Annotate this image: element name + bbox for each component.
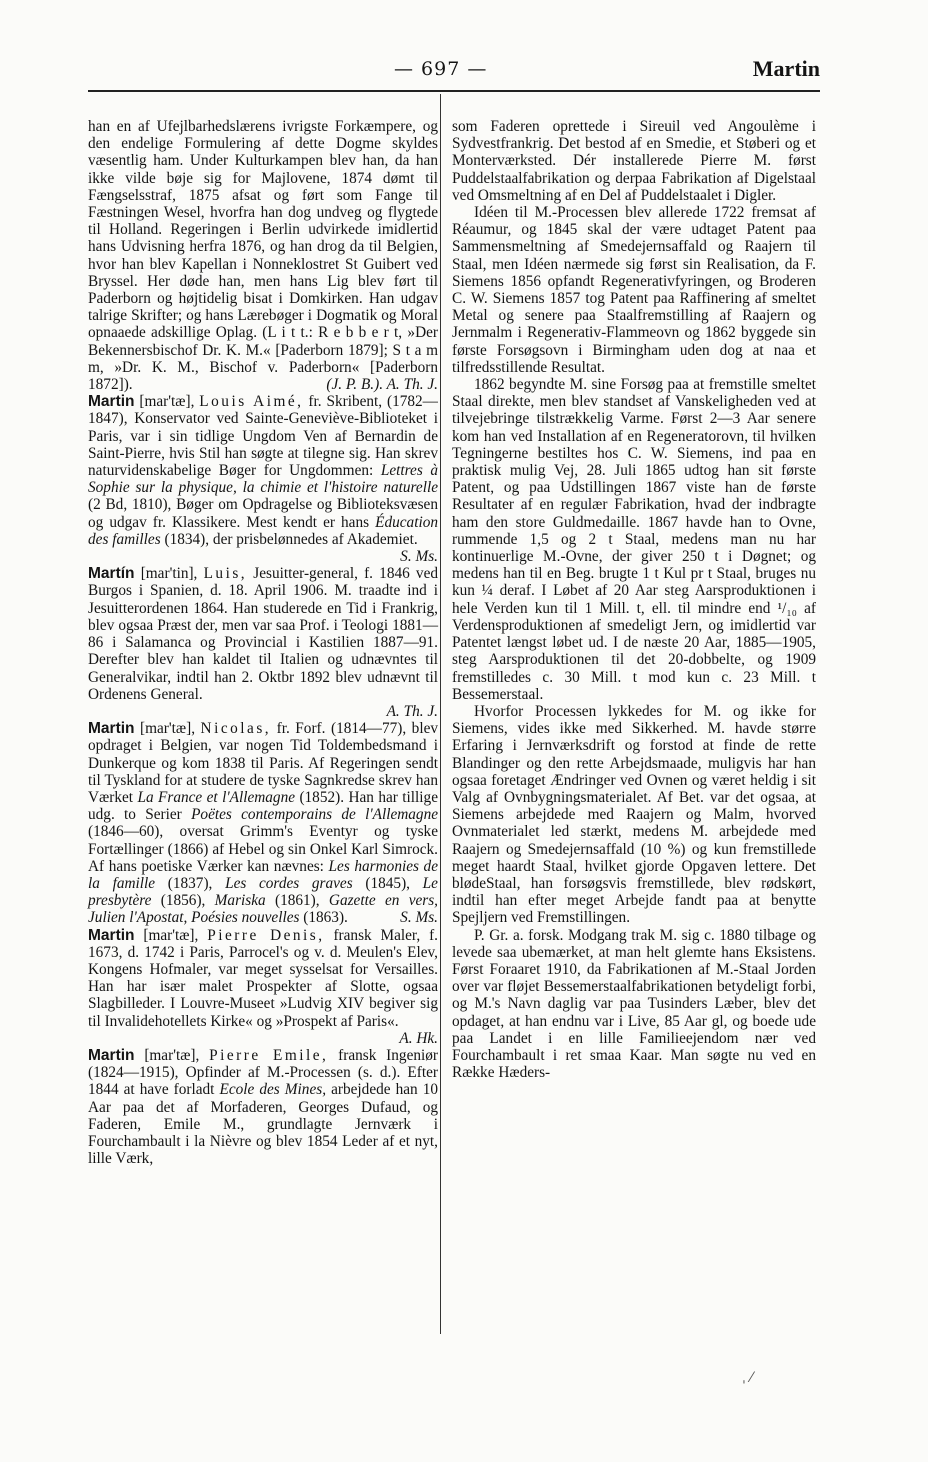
- entry-title: Le presbytère: [88, 874, 438, 910]
- entry-text: fr. Forf. (1814—77), blev opdraget i Belgien, var nogen Tid Toldembedsmand i Dunkerque og kom 1838 til Paris. Af Regeringen sendt til Tyskland for at studere de tyske Sagnkredse skrev han Værket: [88, 720, 439, 806]
- entry-title: Éducation des familles: [88, 513, 438, 548]
- entry-pronunciation: [mar'tin],: [140, 565, 198, 583]
- entry-signature: S. Ms.: [400, 548, 438, 566]
- entry-title: Poëtes contemporains de l'Allemagne: [191, 806, 439, 824]
- entry-text: fransk Maler, f. 1673, d. 1742 i Paris, Parrocel's og v. d. Meulen's Elev, Kongens Hofmaler, var meget sysselsat for Versailles. Han har især malet Prospekter af Slotte, ogsaa Slagbilleder. I Louvre-Museet »Ludvig XIV begiver sig til Invalidehotellets Kirke« og »Prospekt af Paris«.: [88, 926, 438, 1030]
- entry-text: (1852). Han har tillige udg. to Serier: [88, 788, 438, 824]
- paragraph: Idéen til M.-Processen blev allerede 1722 fremsat af Réaumur, og 1845 skal der være udtaget Patent paa Sammensmeltning af Smedejernsaffald og Raajern til Staal, men Idéen nærmede sig først sin Realisation, da F. Siemens 1856 opfandt Regenerativfyringen, og Broderen C. W. Siemens 1857 tog Patent paa Raffinering af smeltet Metal og senere paa Staalfremstilling af Raajern og Jernmalm i Regenerativ-Flammeovn og 1862 byggede sin første Forsøgsovn i Birmingham uden dog at naa et tilfredsstillende Resultat.: [452, 204, 816, 376]
- entry-name: Luis,: [203, 565, 248, 583]
- right-column: [452, 118, 816, 1081]
- column-divider: [440, 94, 441, 1334]
- entry-title: Les harmonies de la famille: [88, 857, 438, 892]
- entry-text: (2 Bd, 1810), Bøger om Opdragelse og Biblioteksvæsen og udgav fr. Klassikere. Mest kendt er hans: [88, 496, 438, 531]
- page-number: — 697 —: [394, 58, 488, 80]
- entry-text: fransk Ingeniør (1824—1915), Opfinder af M.-Processen (s. d.). Efter 1844 at have forladt: [88, 1046, 438, 1099]
- entry-nicolas-martin: [88, 720, 438, 926]
- entry-signature: (J. P. B.). A. Th. J.: [326, 376, 438, 394]
- header-rule: [88, 90, 820, 92]
- entry-pronunciation: [mar'tæ],: [143, 926, 199, 944]
- entry-pronunciation: [mar'tæ],: [144, 1046, 200, 1064]
- entry-text: (1834), der prisbelønnedes af Akademiet.: [164, 530, 418, 548]
- entry-title: Mariska: [214, 892, 266, 910]
- stray-print-marks: ˌ ⁄: [742, 1370, 753, 1386]
- entry-headword: Martín: [88, 565, 135, 583]
- entry-name: Pierre Denis,: [207, 926, 325, 944]
- entry-text: (1837),: [167, 874, 213, 892]
- entry-text: (1856),: [160, 892, 206, 910]
- left-column: [88, 118, 438, 1167]
- entry-louis-aime-martin: [88, 393, 438, 566]
- entry-signature: A. Th. J.: [386, 702, 438, 720]
- entry-pronunciation: [mar'tæ],: [139, 393, 195, 411]
- entry-pronunciation: [mar'tæ],: [140, 720, 196, 738]
- entry-headword: Martin: [88, 720, 135, 738]
- entry-title: Les cordes graves: [225, 874, 353, 892]
- entry-title: Lettres à Sophie sur la physique, la chimie et l'histoire naturelle: [88, 462, 438, 497]
- entry-title: Gazette en vers, Julien l'Apostat, Poésies nouvelles: [88, 892, 438, 927]
- paragraph: P. Gr. a. forsk. Modgang trak M. sig c. 1880 tilbage og levede saa ubemærket, at man helt glemte hans Eksistens. Først Foraaret 1910, da Fabrikationen af M.-Staal Jorden over var fløjet Bessemerstaalfabrikationen betydeligt forbi, og M.'s Navn daglig var paa Tusinders Læber, blev det opdaget, at han endnu var i Live, 85 Aar gl, og boede ude paa Landet i en lille Familieejendom nær ved Fourchambault i ret smaa Kaar. Man søgte nu ved en Række Hæders-: [452, 926, 816, 1082]
- entry-pierre-denis-martin: [88, 927, 438, 1047]
- paragraph: som Faderen oprettede i Sireuil ved Angoulème i Sydvestfrankrig. Det bestod af en Smedie, et Støberi og et Monterværksted. Dér installerede Pierre M. først Puddelstaalfabrikation og derpaa Fabrikation af Digelstaal ved Omsmeltning af en Del af Puddelstaalet i Digler.: [452, 118, 816, 204]
- entry-text: (1863).: [303, 909, 348, 927]
- entry-title: Ecole des Mines,: [219, 1081, 327, 1099]
- entry-luis-martin: [88, 565, 438, 720]
- entry-name: Louis Aimé,: [199, 393, 304, 411]
- entry-text: arbejdede han 10 Aar paa det af Morfaderen, Georges Dufaud, og Faderen, Emile M., grundlagte Jernværk i Fourchambault i la Nièvre og blev 1854 Leder af et nyt, lille Værk,: [88, 1081, 439, 1168]
- entry-pierre-emile-martin: [88, 1047, 438, 1167]
- paragraph: 1862 begyndte M. sine Forsøg paa at fremstille smeltet Staal direkte, men blev standset af Vanskeligheden ved at tilvejebringe tilstrækkelig Varme. Først 2—3 Aar senere kom han ved Installation af en Regeneratorovn, til hvilken Tegningerne bestiltes hos C. W. Siemens, ind paa en praktisk mulig Vej, 28. Juli 1865 udtog han sit første Patent, og paa Udstillingen 1867 viste han de første Resultater af en regulær Fabrikation, hvad der indbragte ham den store Guldmedaille. 1867 havde han to Ovne, rummende 1,5 og 2 t Staal, medens man nu har kontinuerlige M.-Ovne, der giver 250 t i Døgnet; og medens han til en Beg. brugte 1 t Kul pr t Staal, bruges nu kun ¼ deraf. I Løbet af 20 Aar steg Aarsproduktionen i hele Verden kun til 1 Mill. t, ell. til mindre end ¹/₁₀ af Verdensproduktionen af smedeligt Jern, og imidlertid var Patentet længst løbet ud. I de næste 20 Aar, 1885—1905, steg Aarsproduktionen til det 20-dobbelte, og 1909 fremstilledes c. 30 Mill. t mod kun c. 23 Mill. t Bessemerstaal.: [452, 376, 816, 703]
- page-header: [88, 58, 820, 88]
- entry-headword: Martin: [88, 926, 135, 944]
- entry-text: (1861),: [274, 892, 320, 910]
- entry-signature: A. Hk.: [399, 1029, 438, 1047]
- entry-text: (1845),: [365, 874, 410, 892]
- running-head: Martin: [752, 56, 820, 81]
- continued-entry: [88, 118, 438, 393]
- entry-text: fr. Skribent, (1782—1847), Konservator ved Sainte-Geneviève-Biblioteket i Paris, var i sin tidlige Ungdom Ven af Bernardin de Saint-Pierre, hvis Stil han søgte at tilegne sig. Han skrev naturvidenskabelige Bøger for Ungdommen:: [88, 393, 438, 480]
- entry-name: Nicolas,: [200, 720, 272, 738]
- entry-name: Pierre Emile,: [209, 1046, 329, 1064]
- entry-title: La France et l'Allemagne: [137, 788, 296, 806]
- entry-signature: S. Ms.: [400, 909, 438, 927]
- entry-headword: Martin: [88, 1046, 135, 1064]
- entry-text: Jesuitter-general, f. 1846 ved Burgos i Spanien, d. 18. April 1906. M. traadte ind i Jesuitterordenen 1864. Han studerede en Tid i Frankrig, blev ogsaa Præst der, men var saa Prof. i Teologi 1881—86 i Salamanca og Provincial i Kastilien 1887—91. Derefter blev han kaldet til Italien og udnævntes til Generalvikar, indtil han 2. Oktbr 1892 blev udnævnt til Ordenens General.: [88, 565, 439, 703]
- entry-text: (1846—60), oversat Grimm's Eventyr og tyske Fortællinger (1866) af Hebel og sin Onkel Karl Simrock. Af hans poetiske Værker kan nævnes:: [88, 823, 438, 875]
- paragraph: Hvorfor Processen lykkedes for M. og ikke for Siemens, vides ikke med Sikkerhed. M. havde større Erfaring i Jernværksdrift og forstod at finde de rette Blandinger og den rette Arbejdsmaade, muligvis har han ogsaa foretaget Ændringer ved Ovnen og været heldig i sit Valg af Ovnbygningsmaterialet. Af Bet. var det ogsaa, at Siemens arbejdede med Raajern og Malm, hvorved Ovnmaterialet led stærkt, medens M. arbejdede med Raajern og Smedejernsaffald (10 %) og kun fremstillede meget haardt Staal, hvilket gjorde Opgaven lettere. Det blødeStaal, han forsøgsvis fremstillede, blev rødskørt, indtil han efter meget Arbejde fandt paa at benytte Spejljern ved Fremstillingen.: [452, 702, 816, 927]
- entry-text: han en af Ufejlbarhedslærens ivrigste Forkæmpere, og den endelige Formulering af dette Dogme skyldes væsentlig ham. Under Kulturkampen blev han, da han ikke vilde bøje sig for Majlovene, 1874 dømt til Fængselsstraf, 1875 afsat og ført som Fange til Fæstningen Wesel, hvorfra han dog undveg og flygtede til Holland. Regeringen i Berlin udvirkede imidlertid hans Udvisning herfra 1876, og han drog da til Belgien, hvor han blev Kapellan i Nonneklostret St Guibert ved Bryssel. Her døde han, men hans Lig blev ført til Paderborn og højtidelig bisat i Domkirken. Han udgav talrige Skrifter; og hans Lærebøger i Dogmatik og Moral opnaaede adskillige Oplag. (L i t t.: R e b b e r t, »Der Bekennersbischof Dr. K. M.« [Paderborn 1879]; S t a m m, »Dr. K. M., Bischof v. Paderborn« [Paderborn 1872]).: [88, 118, 438, 394]
- entry-headword: Martin: [88, 393, 135, 411]
